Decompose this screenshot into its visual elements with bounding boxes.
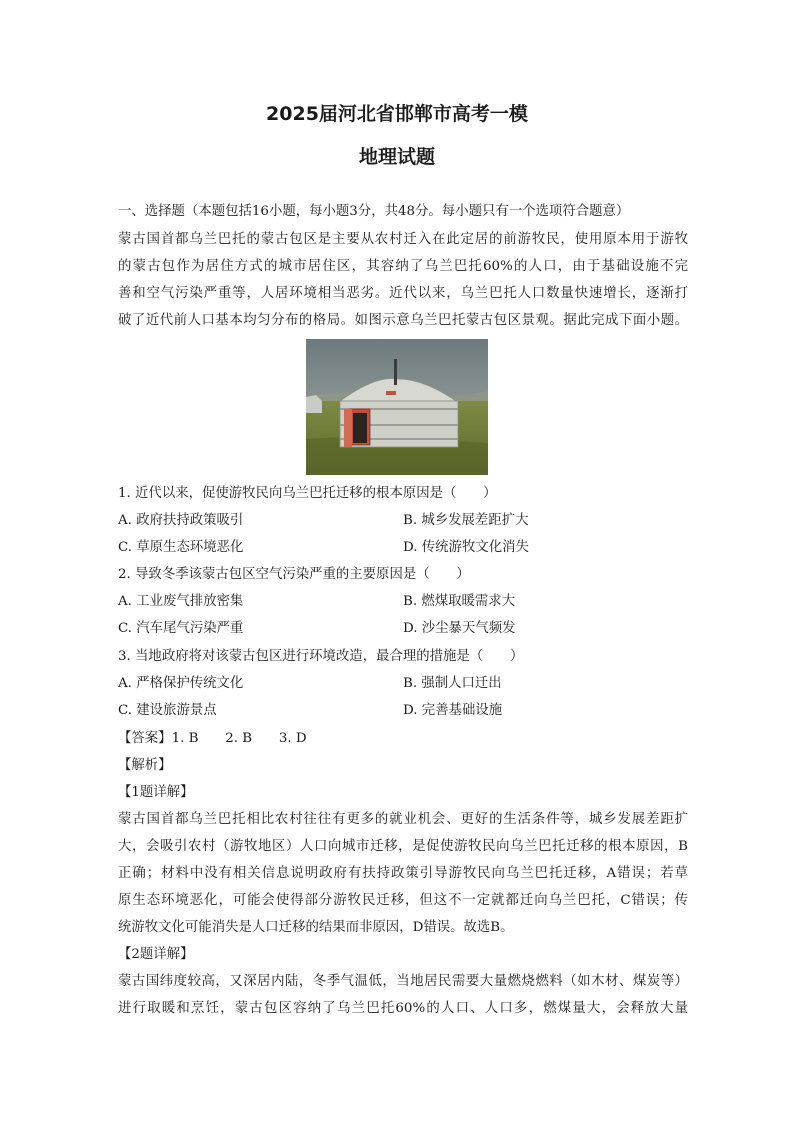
q2-analysis-line: 进行取暖和烹饪，蒙古包区容纳了乌兰巴托60%的人口、人口多，燃煤量大，会释放大量 xyxy=(118,1001,688,1016)
material-line: 的蒙古包作为居住方式的城市居住区，其容纳了乌兰巴托60%的人口，由于基础设施不完 xyxy=(118,259,688,274)
question-2-option-b[interactable]: B. 燃煤取暖需求大 xyxy=(403,594,516,609)
question-1-stem: 1. 近代以来，促使游牧民向乌兰巴托迁移的根本原因是（ ） xyxy=(118,486,497,501)
question-1-option-c[interactable]: C. 草原生态环境恶化 xyxy=(118,540,244,555)
q1-analysis-line: 统游牧文化可能消失是人口迁移的结果而非原因，D错误。故选B。 xyxy=(118,920,514,935)
question-2-option-a[interactable]: A. 工业废气排放密集 xyxy=(118,594,244,609)
q2-analysis-label: 【2题详解】 xyxy=(118,947,194,962)
q1-analysis-line: 原生态环境恶化，可能会使得部分游牧民迁移，但这不一定就都迁向乌兰巴托，C错误；传 xyxy=(118,893,688,908)
question-1-option-b[interactable]: B. 城乡发展差距扩大 xyxy=(403,513,529,528)
answer-row xyxy=(118,730,688,748)
q1-analysis-line: 正确；材料中没有相关信息说明政府有扶持政策引导游牧民向乌兰巴托迁移，A错误；若草 xyxy=(118,866,688,881)
question-3-option-c[interactable]: C. 建设旅游景点 xyxy=(118,703,217,718)
answer-values: 1. B 2. B 3. D xyxy=(171,731,307,746)
material-line: 善和空气污染严重等，人居环境相当恶劣。近代以来，乌兰巴托人口数量快速增长，逐渐打 xyxy=(118,286,688,301)
question-1-option-a[interactable]: A. 政府扶持政策吸引 xyxy=(118,513,244,528)
question-3-option-b[interactable]: B. 强制人口迁出 xyxy=(403,676,502,691)
question-2-option-d[interactable]: D. 沙尘暴天气频发 xyxy=(403,621,516,636)
question-3-option-a[interactable]: A. 严格保护传统文化 xyxy=(118,676,244,691)
material-line: 蒙古国首都乌兰巴托的蒙古包区是主要从农村迁入在此定居的前游牧民，使用原本用于游牧 xyxy=(118,232,688,247)
q1-analysis-label: 【1题详解】 xyxy=(118,785,194,800)
page-title: 2025届河北省邯郸市高考一模 xyxy=(266,103,528,125)
yurt-photo xyxy=(306,339,488,475)
page-subtitle: 地理试题 xyxy=(358,146,435,168)
analysis-label: 【解析】 xyxy=(118,758,172,773)
question-2-stem: 2. 导致冬季该蒙古包区空气污染严重的主要原因是（ ） xyxy=(118,567,470,582)
q2-analysis-line: 蒙古国纬度较高，又深居内陆，冬季气温低，当地居民需要大量燃烧燃料（如木材、煤炭等） xyxy=(118,974,688,989)
q1-analysis-line: 大，会吸引农村（游牧地区）人口向城市迁移，是促使游牧民向乌兰巴托迁移的根本原因，B xyxy=(118,839,688,854)
material-line: 破了近代前人口基本均匀分布的格局。如图示意乌兰巴托蒙古包区景观。据此完成下面小题。 xyxy=(118,313,688,328)
q1-analysis-line: 蒙古国首都乌兰巴托相比农村往往有更多的就业机会、更好的生活条件等，城乡发展差距扩 xyxy=(118,812,688,827)
question-3-option-d[interactable]: D. 完善基础设施 xyxy=(403,703,503,718)
question-2-option-c[interactable]: C. 汽车尾气污染严重 xyxy=(118,621,244,636)
section-heading: 一、选择题（本题包括16小题，每小题3分，共48分。每小题只有一个选项符合题意） xyxy=(118,204,630,219)
question-3-stem: 3. 当地政府将对该蒙古包区进行环境改造，最合理的措施是（ ） xyxy=(118,649,524,664)
answer-label: 【答案】 xyxy=(118,731,172,746)
question-1-option-d[interactable]: D. 传统游牧文化消失 xyxy=(403,540,529,555)
